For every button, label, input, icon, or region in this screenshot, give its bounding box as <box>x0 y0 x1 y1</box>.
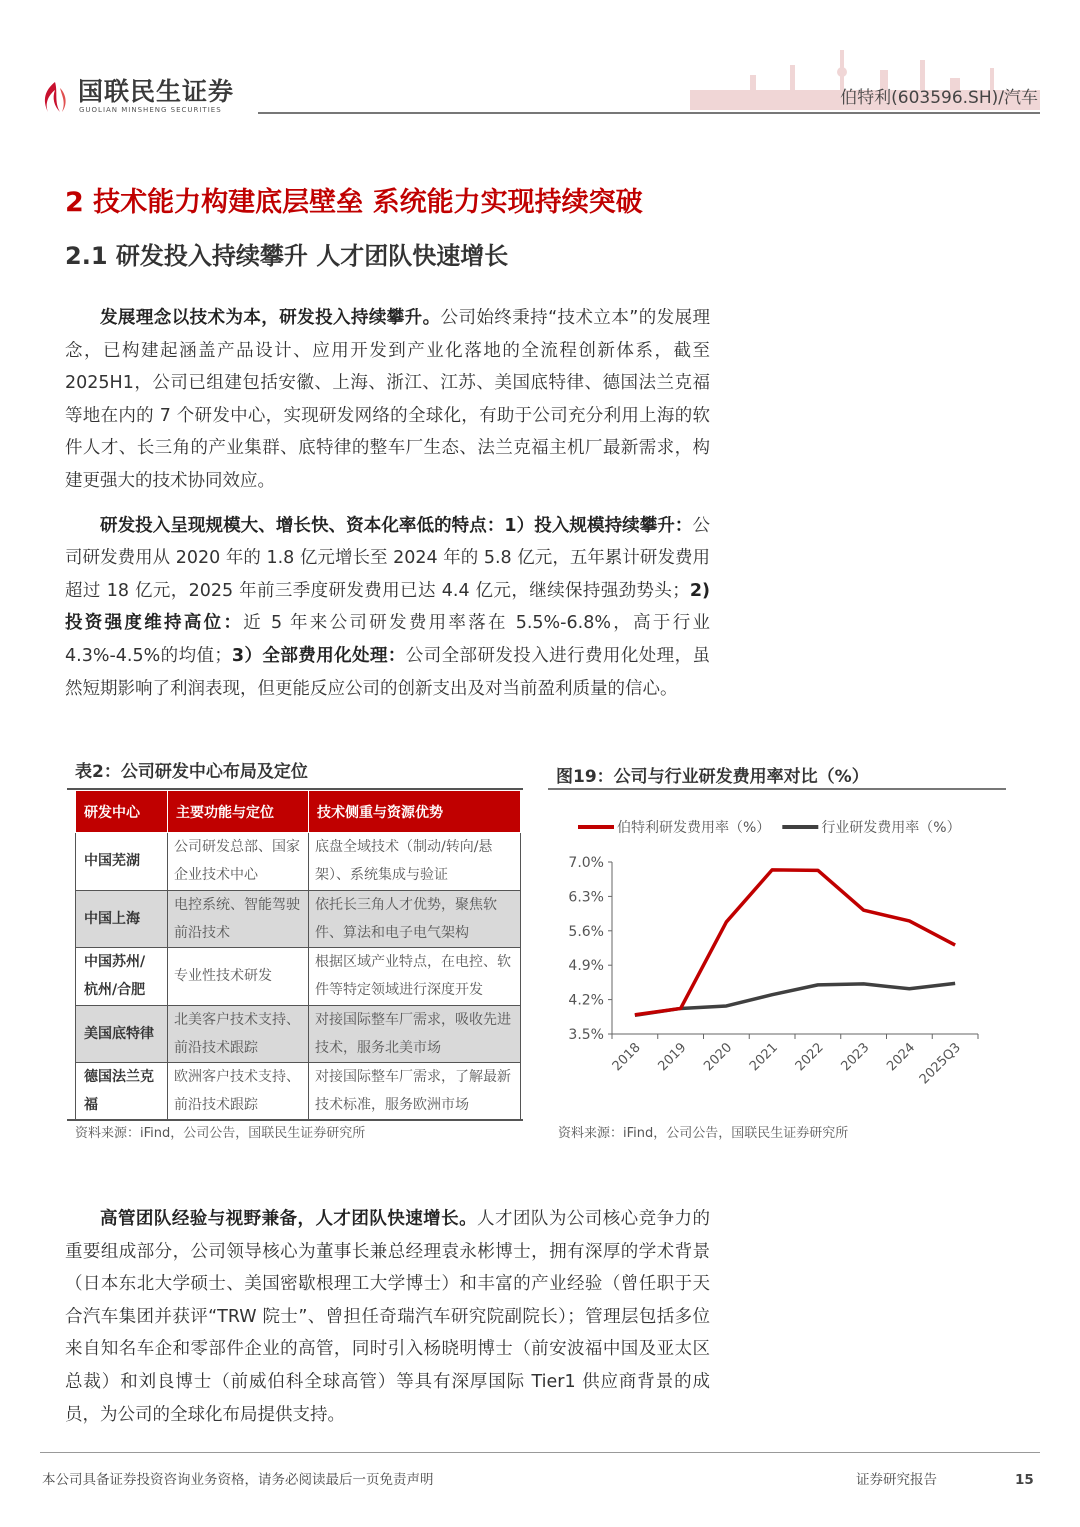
paragraph-rd-philosophy <box>65 302 710 498</box>
bold-lead: 发展理念以技术为本，研发投入持续攀升。 <box>100 308 441 328</box>
series-line-industry <box>635 983 955 1015</box>
rd-center-table <box>75 790 521 1121</box>
table-cell: 德国法兰克福 <box>76 1063 168 1121</box>
body-text: 公司始终秉持“技术立本”的发展理念，已构建起涵盖产品设计、应用开发到产业化落地的全流程创新体系，截至2025H1，公司已组建包括安徽、上海、浙江、江苏、美国底特律、德国法兰克福等地在内的 7 个研发中心，实现研发网络的全球化，有助于公司充分利用上海的软件人才、长三角的产业集群、底特律的整车厂生态、法兰克福主机厂最新需求，构建更强大的技术协同效应。 <box>65 308 710 491</box>
logo-subtext: GUOLIAN MINSHENG SECURITIES <box>79 106 222 114</box>
chart-title: 图19：公司与行业研发费用率对比（%） <box>556 767 869 787</box>
table-cell: 中国上海 <box>76 890 168 948</box>
section-title: 2 技术能力构建底层壁垒 系统能力实现持续突破 <box>65 187 643 218</box>
footer-disclaimer: 本公司具备证券投资咨询业务资格，请务必阅读最后一页免责声明 <box>42 1472 434 1488</box>
body-text: 公司全部研发投入进行费用化处理，虽然短期影响了利润表现，但更能反应公司的创新支出及对当前盈利质量的信心。 <box>65 645 711 699</box>
y-tick-label: 3.5% <box>568 1027 604 1043</box>
table-row <box>76 1005 521 1063</box>
bold-lead: 2)投资强度维持高位： <box>65 580 710 634</box>
legend-label: 伯特利研发费用率（%） <box>617 820 771 836</box>
table-cell: 公司研发总部、国家企业技术中心 <box>168 833 309 891</box>
table-row <box>76 833 521 891</box>
body-text: 近 5 年来公司研发费用率落在 5.5%-6.8%，高于行业 4.3%-4.5%的均值； <box>65 613 710 666</box>
legend-label: 行业研发费用率（%） <box>821 820 961 836</box>
table-row <box>76 1063 521 1121</box>
body-text-block-2 <box>65 1203 710 1431</box>
paragraph-rd-features <box>65 510 710 706</box>
table-cell: 依托长三角人才优势，聚焦软件、算法和电子电气架构 <box>309 890 521 948</box>
y-tick-label: 5.6% <box>568 923 604 940</box>
header-divider <box>258 112 1040 114</box>
chart-title-rule <box>548 788 1006 790</box>
bold-lead: 研发投入呈现规模大、增长快、资本化率低的特点：1）投入规模持续攀升： <box>100 515 693 536</box>
paragraph-management-team <box>65 1203 710 1431</box>
x-tick-label: 2024 <box>884 1040 919 1075</box>
x-tick-label: 2021 <box>746 1040 781 1075</box>
column-header: 研发中心 <box>76 791 168 833</box>
y-tick-label: 6.3% <box>568 889 604 906</box>
x-tick-label: 2025Q3 <box>916 1040 964 1088</box>
body-text: 公司研发费用从 2020 年的 1.8 亿元增长至 2024 年的 5.8 亿元，五年累计研发费用超过 18 亿元，2025 年前三季度研发费用已达 4.4 亿元，继续保持强劲势头； <box>65 515 710 601</box>
table-header-row <box>76 791 521 833</box>
column-header: 主要功能与定位 <box>168 791 309 833</box>
bold-lead: 高管团队经验与视野兼备，人才团队快速增长。 <box>100 1209 478 1229</box>
rd-rate-line-chart <box>548 800 1008 1120</box>
logo-text: 国联民生证券 <box>78 77 235 106</box>
body-text-block <box>65 302 710 705</box>
table-cell: 欧洲客户技术支持、前沿技术跟踪 <box>168 1063 309 1121</box>
bold-lead: 3）全部费用化处理： <box>231 645 406 666</box>
table-row <box>76 890 521 948</box>
table-cell: 中国苏州/杭州/合肥 <box>76 948 168 1006</box>
stock-label: 伯特利(603596.SH)/汽车 <box>840 88 1038 108</box>
table-cell: 美国底特律 <box>76 1005 168 1063</box>
logo-flame-icon <box>40 80 70 114</box>
footer-divider <box>40 1452 1040 1453</box>
subsection-title: 2.1 研发投入持续攀升 人才团队快速增长 <box>65 242 509 270</box>
footer-report-type: 证券研究报告 <box>856 1472 937 1488</box>
table-bottom-rule <box>67 1119 523 1121</box>
x-tick-label: 2019 <box>655 1040 690 1075</box>
x-tick-label: 2018 <box>609 1040 644 1075</box>
column-header: 技术侧重与资源优势 <box>309 791 521 833</box>
y-tick-label: 4.9% <box>568 958 604 975</box>
y-tick-label: 4.2% <box>568 992 604 1009</box>
x-tick-label: 2023 <box>838 1040 873 1075</box>
x-tick-label: 2020 <box>701 1040 736 1075</box>
table-cell: 对接国际整车厂需求，吸收先进技术，服务北美市场 <box>309 1005 521 1063</box>
table-cell: 中国芜湖 <box>76 833 168 891</box>
table-source: 资料来源：iFind，公司公告，国联民生证券研究所 <box>75 1126 366 1141</box>
table-caption: 表2：公司研发中心布局及定位 <box>75 762 308 782</box>
table-cell: 底盘全域技术（制动/转向/悬架）、系统集成与验证 <box>309 833 521 891</box>
table-cell: 专业性技术研发 <box>168 948 309 1006</box>
series-line-company <box>635 870 955 1015</box>
table-cell: 对接国际整车厂需求，了解最新技术标准，服务欧洲市场 <box>309 1063 521 1121</box>
chart-source: 资料来源：iFind，公司公告，国联民生证券研究所 <box>558 1126 849 1141</box>
body-text: 人才团队为公司核心竞争力的重要组成部分，公司领导核心为董事长兼总经理袁永彬博士，拥有深厚的学术背景（日本东北大学硕士、美国密歇根理工大学博士）和丰富的产业经验（曾任职于天合汽车集团并获评“TRW 院士”、曾担任奇瑞汽车研究院副院长）；管理层包括多位来自知名车企和零部件企业的高管，同时引入杨晓明博士（前安波福中国及亚太区总裁）和刘良博士（前威伯科全球高管）等具有深厚国际 Tier1 供应商背景的成员，为公司的全球化布局提供支持。 <box>65 1209 711 1425</box>
table-cell: 根据区域产业特点，在电控、软件等特定领域进行深度开发 <box>309 948 521 1006</box>
page-number: 15 <box>1015 1472 1034 1488</box>
table-cell: 北美客户技术支持、前沿技术跟踪 <box>168 1005 309 1063</box>
table-cell: 电控系统、智能驾驶前沿技术 <box>168 890 309 948</box>
table-row <box>76 948 521 1006</box>
x-tick-label: 2022 <box>792 1040 827 1075</box>
y-tick-label: 7.0% <box>568 855 604 871</box>
